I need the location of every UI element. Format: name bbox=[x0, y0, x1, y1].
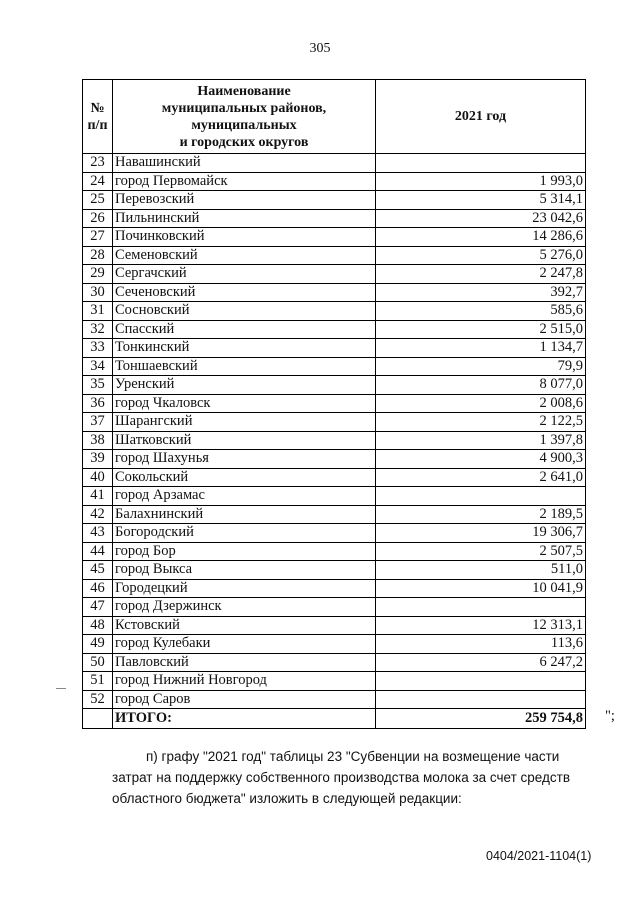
table-row bbox=[83, 228, 586, 247]
margin-mark bbox=[56, 688, 66, 689]
row-name: Починковский bbox=[113, 228, 376, 247]
row-num: 49 bbox=[83, 635, 113, 654]
header-num: № п/п bbox=[83, 80, 113, 154]
table-row bbox=[83, 376, 586, 395]
row-name: Сергачский bbox=[113, 265, 376, 284]
row-name: Балахнинский bbox=[113, 505, 376, 524]
row-value bbox=[376, 598, 586, 617]
row-name: Павловский bbox=[113, 653, 376, 672]
row-num: 32 bbox=[83, 320, 113, 339]
row-value: 6 247,2 bbox=[376, 653, 586, 672]
row-num: 24 bbox=[83, 172, 113, 191]
row-name: Пильнинский bbox=[113, 209, 376, 228]
row-name: город Саров bbox=[113, 690, 376, 709]
table-row bbox=[83, 302, 586, 321]
table-row bbox=[83, 561, 586, 580]
row-num: 39 bbox=[83, 450, 113, 469]
row-num: 41 bbox=[83, 487, 113, 506]
row-num: 38 bbox=[83, 431, 113, 450]
row-name: Семеновский bbox=[113, 246, 376, 265]
row-value: 585,6 bbox=[376, 302, 586, 321]
page-number: 305 bbox=[309, 41, 331, 56]
paragraph-line-1: п) графу "2021 год" таблицы 23 "Субвенции на возмещение части bbox=[146, 749, 560, 764]
total-num-cell bbox=[83, 709, 113, 729]
row-value: 1 134,7 bbox=[376, 339, 586, 358]
row-name: город Бор bbox=[113, 542, 376, 561]
document-id: 0404/2021-1104(1) bbox=[486, 849, 592, 863]
table-row bbox=[83, 450, 586, 469]
row-name: город Первомайск bbox=[113, 172, 376, 191]
row-value: 14 286,6 bbox=[376, 228, 586, 247]
table-row bbox=[83, 616, 586, 635]
table-row bbox=[83, 505, 586, 524]
row-value: 2 641,0 bbox=[376, 468, 586, 487]
row-num: 50 bbox=[83, 653, 113, 672]
row-num: 25 bbox=[83, 191, 113, 210]
row-value bbox=[376, 672, 586, 691]
row-value: 1 397,8 bbox=[376, 431, 586, 450]
row-value bbox=[376, 154, 586, 173]
table-row bbox=[83, 172, 586, 191]
row-value: 12 313,1 bbox=[376, 616, 586, 635]
table-row bbox=[83, 579, 586, 598]
row-num: 33 bbox=[83, 339, 113, 358]
header-year: 2021 год bbox=[376, 80, 586, 154]
row-value: 2 189,5 bbox=[376, 505, 586, 524]
table-row bbox=[83, 672, 586, 691]
row-value: 2 008,6 bbox=[376, 394, 586, 413]
table-row bbox=[83, 357, 586, 376]
row-name: город Выкса bbox=[113, 561, 376, 580]
row-name: Богородский bbox=[113, 524, 376, 543]
row-num: 34 bbox=[83, 357, 113, 376]
row-name: Тоншаевский bbox=[113, 357, 376, 376]
row-num: 52 bbox=[83, 690, 113, 709]
row-num: 45 bbox=[83, 561, 113, 580]
row-num: 23 bbox=[83, 154, 113, 173]
row-name: Городецкий bbox=[113, 579, 376, 598]
row-name: город Нижний Новгород bbox=[113, 672, 376, 691]
row-num: 37 bbox=[83, 413, 113, 432]
paragraph-line-2: затрат на поддержку собственного производства молока за счет средств bbox=[112, 770, 570, 785]
row-num: 44 bbox=[83, 542, 113, 561]
row-value: 4 900,3 bbox=[376, 450, 586, 469]
total-label: ИТОГО: bbox=[113, 709, 376, 729]
row-name: город Кулебаки bbox=[113, 635, 376, 654]
row-num: 46 bbox=[83, 579, 113, 598]
row-name: город Дзержинск bbox=[113, 598, 376, 617]
row-name: Навашинский bbox=[113, 154, 376, 173]
row-num: 43 bbox=[83, 524, 113, 543]
table-body bbox=[83, 154, 586, 709]
table-row bbox=[83, 468, 586, 487]
row-name: Уренский bbox=[113, 376, 376, 395]
row-num: 40 bbox=[83, 468, 113, 487]
row-name: Кстовский bbox=[113, 616, 376, 635]
table-row bbox=[83, 191, 586, 210]
row-num: 42 bbox=[83, 505, 113, 524]
row-value: 2 247,8 bbox=[376, 265, 586, 284]
row-name: Шатковский bbox=[113, 431, 376, 450]
table-row bbox=[83, 265, 586, 284]
row-name: Шарангский bbox=[113, 413, 376, 432]
table-row bbox=[83, 487, 586, 506]
row-name: Спасский bbox=[113, 320, 376, 339]
row-value: 19 306,7 bbox=[376, 524, 586, 543]
table-row bbox=[83, 320, 586, 339]
table-row bbox=[83, 635, 586, 654]
row-value: 5 276,0 bbox=[376, 246, 586, 265]
row-value: 8 077,0 bbox=[376, 376, 586, 395]
row-num: 48 bbox=[83, 616, 113, 635]
table-row bbox=[83, 283, 586, 302]
table-row bbox=[83, 413, 586, 432]
row-value: 2 507,5 bbox=[376, 542, 586, 561]
row-name: Сосновский bbox=[113, 302, 376, 321]
row-value: 113,6 bbox=[376, 635, 586, 654]
closing-quote: "; bbox=[605, 708, 615, 724]
row-value bbox=[376, 487, 586, 506]
row-num: 30 bbox=[83, 283, 113, 302]
row-value: 79,9 bbox=[376, 357, 586, 376]
table-row bbox=[83, 598, 586, 617]
row-value: 10 041,9 bbox=[376, 579, 586, 598]
row-name: город Чкаловск bbox=[113, 394, 376, 413]
row-num: 47 bbox=[83, 598, 113, 617]
total-value: 259 754,8 bbox=[376, 709, 586, 729]
header-name: Наименование муниципальных районов, муниципальных и городских округов bbox=[113, 80, 376, 154]
row-num: 29 bbox=[83, 265, 113, 284]
row-num: 31 bbox=[83, 302, 113, 321]
table-row bbox=[83, 246, 586, 265]
table-row bbox=[83, 542, 586, 561]
table-row bbox=[83, 690, 586, 709]
table-row bbox=[83, 431, 586, 450]
row-value: 5 314,1 bbox=[376, 191, 586, 210]
paragraph-line-3: областного бюджета" изложить в следующей редакции: bbox=[112, 791, 462, 806]
table-row bbox=[83, 653, 586, 672]
row-value: 1 993,0 bbox=[376, 172, 586, 191]
row-name: Перевозский bbox=[113, 191, 376, 210]
row-num: 26 bbox=[83, 209, 113, 228]
row-value: 2 122,5 bbox=[376, 413, 586, 432]
table-row bbox=[83, 339, 586, 358]
table-row bbox=[83, 154, 586, 173]
row-value: 23 042,6 bbox=[376, 209, 586, 228]
row-name: Тонкинский bbox=[113, 339, 376, 358]
row-name: Сеченовский bbox=[113, 283, 376, 302]
row-name: город Шахунья bbox=[113, 450, 376, 469]
subsidy-table bbox=[82, 79, 586, 729]
row-value: 2 515,0 bbox=[376, 320, 586, 339]
table-row bbox=[83, 394, 586, 413]
row-num: 27 bbox=[83, 228, 113, 247]
table-row bbox=[83, 524, 586, 543]
table-row bbox=[83, 209, 586, 228]
row-name: Сокольский bbox=[113, 468, 376, 487]
row-value bbox=[376, 690, 586, 709]
row-value: 392,7 bbox=[376, 283, 586, 302]
row-value: 511,0 bbox=[376, 561, 586, 580]
row-name: город Арзамас bbox=[113, 487, 376, 506]
row-num: 35 bbox=[83, 376, 113, 395]
amendment-paragraph bbox=[112, 746, 602, 809]
row-num: 51 bbox=[83, 672, 113, 691]
total-row bbox=[83, 709, 586, 729]
row-num: 28 bbox=[83, 246, 113, 265]
row-num: 36 bbox=[83, 394, 113, 413]
